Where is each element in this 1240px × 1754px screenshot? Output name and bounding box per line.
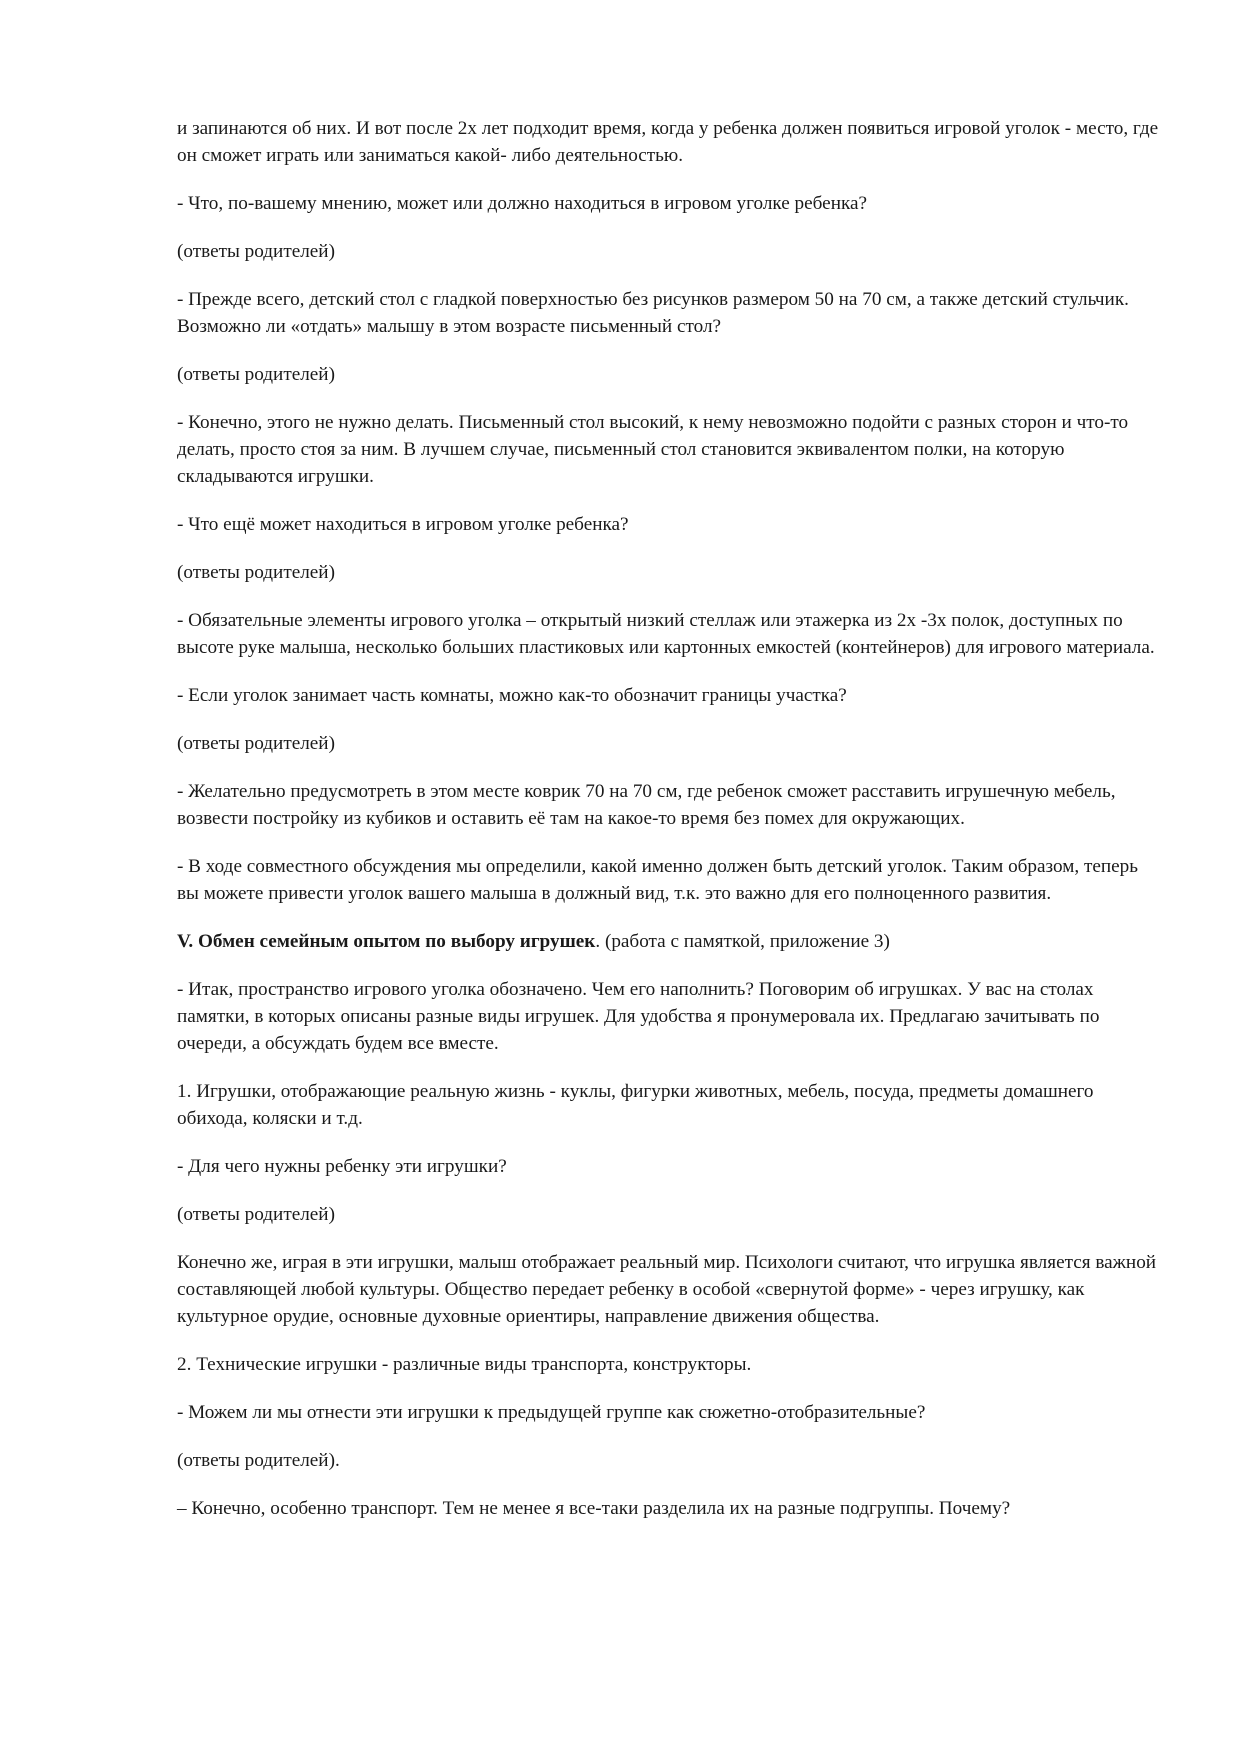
- paragraph: 1. Игрушки, отображающие реальную жизнь - куклы, фигурки животных, мебель, посуда, предметы домашнего обихода, коляски и т.д.: [177, 1081, 1094, 1129]
- paragraph: Конечно же, играя в эти игрушки, малыш отображает реальный мир. Психологи считают, что игрушка является важной составляющей любой культуры. Общество передает ребенку в особой «свернутой форме» - через игрушку, как культурное орудие, основные духовные ориентиры, направление движения общества.: [177, 1252, 1157, 1327]
- paragraph: 2. Технические игрушки - различные виды транспорта, конструкторы.: [177, 1354, 752, 1375]
- paragraph: - Что ещё может находиться в игровом уголке ребенка?: [177, 514, 629, 535]
- paragraph: (ответы родителей).: [177, 1450, 340, 1471]
- paragraph: - Желательно предусмотреть в этом месте коврик 70 на 70 см, где ребенок сможет расставить игрушечную мебель, возвести постройку из кубиков и оставить её там на какое-то время без помех для окружающих.: [177, 781, 1116, 829]
- paragraph: - Можем ли мы отнести эти игрушки к предыдущей группе как сюжетно-отобразительные?: [177, 1402, 926, 1423]
- paragraph: - Если уголок занимает часть комнаты, можно как-то обозначит границы участка?: [177, 685, 847, 706]
- paragraph: - В ходе совместного обсуждения мы определили, какой именно должен быть детский уголок. Таким образом, теперь вы можете привести уголок вашего малыша в должный вид, т.к. это важно для его полноценного развития.: [177, 856, 1139, 904]
- paragraph: - Конечно, этого не нужно делать. Письменный стол высокий, к нему невозможно подойти с разных сторон и что-то делать, просто стоя за ним. В лучшем случае, письменный стол становится эквивалентом полки, на которую складываются игрушки.: [177, 412, 1129, 487]
- paragraph: – Конечно, особенно транспорт. Тем не менее я все-таки разделила их на разные подгруппы. Почему?: [177, 1498, 1011, 1519]
- document-body: [177, 115, 1162, 1543]
- paragraph: - Итак, пространство игрового уголка обозначено. Чем его наполнить? Поговорим об игрушках. У вас на столах памятки, в которых описаны разные виды игрушек. Для удобства я пронумеровала их. Предлагаю зачитывать по очереди, а обсуждать будем все вместе.: [177, 979, 1100, 1054]
- section-heading: [177, 928, 1162, 955]
- paragraph: - Прежде всего, детский стол с гладкой поверхностью без рисунков размером 50 на 70 см, а также детский стульчик. Возможно ли «отдать» малышу в этом возрасте письменный стол?: [177, 289, 1129, 337]
- section-heading-note: . (работа с памяткой, приложение 3): [595, 931, 890, 952]
- paragraph: (ответы родителей): [177, 562, 335, 583]
- paragraph: (ответы родителей): [177, 364, 335, 385]
- paragraph: (ответы родителей): [177, 733, 335, 754]
- section-heading-bold: V. Обмен семейным опытом по выбору игрушек: [177, 931, 596, 952]
- paragraph: - Что, по-вашему мнению, может или должно находиться в игровом уголке ребенка?: [177, 193, 868, 214]
- paragraph: и запинаются об них. И вот после 2х лет подходит время, когда у ребенка должен появиться игровой уголок - место, где он сможет играть или заниматься какой- либо деятельностью.: [177, 118, 1159, 166]
- paragraph: (ответы родителей): [177, 1204, 335, 1225]
- paragraph: - Обязательные элементы игрового уголка – открытый низкий стеллаж или этажерка из 2х -3х полок, доступных по высоте руке малыша, несколько больших пластиковых или картонных емкостей (контейнеров) для игрового материала.: [177, 610, 1155, 658]
- paragraph: (ответы родителей): [177, 241, 335, 262]
- paragraph: - Для чего нужны ребенку эти игрушки?: [177, 1156, 507, 1177]
